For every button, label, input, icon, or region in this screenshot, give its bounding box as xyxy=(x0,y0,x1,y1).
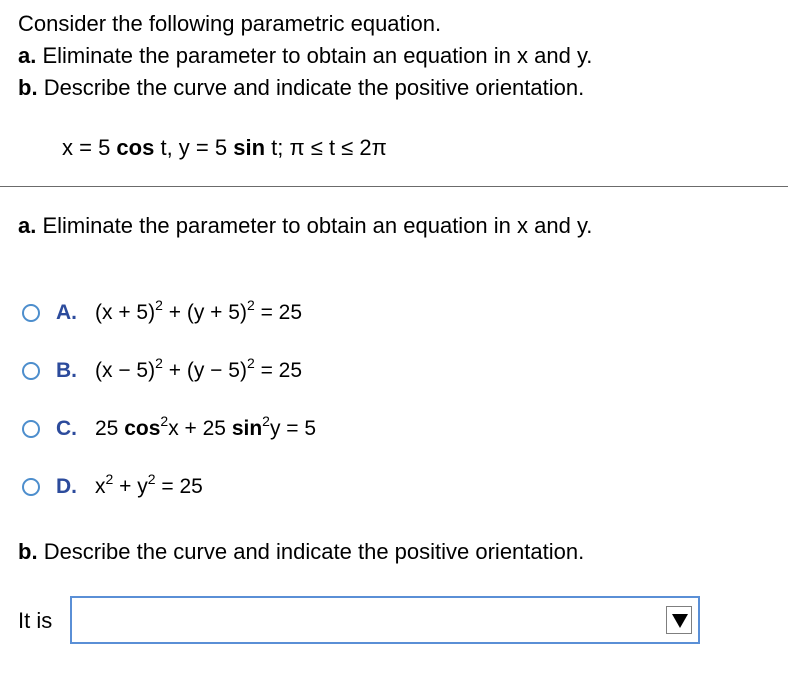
option-c-expression: 25 $\cos^2x + 25$ $\sin^2y = 5$ xyxy=(95,413,317,440)
option-d-letter: D. xyxy=(56,475,77,498)
option-b[interactable] xyxy=(22,356,302,386)
part-b-letter: b. xyxy=(18,75,38,100)
section-divider xyxy=(0,186,788,187)
equation-cos: cos xyxy=(116,135,155,160)
option-d-radio[interactable] xyxy=(22,478,40,496)
option-c-radio[interactable] xyxy=(22,420,40,438)
section-a-text: Eliminate the parameter to obtain an equation in x and y. xyxy=(42,213,593,238)
option-c[interactable] xyxy=(22,414,316,444)
option-a-expression: $(x + 5)^2 + (y + 5)^2 = 25$ xyxy=(95,297,303,324)
curve-description-dropdown[interactable] xyxy=(70,596,700,644)
question-intro: Consider the following parametric equation. xyxy=(18,11,442,36)
option-b-expression: $(x - 5)^2 + (y - 5)^2 = 25$ xyxy=(95,355,303,382)
part-a-text: Eliminate the parameter to obtain an equation in x and y. xyxy=(42,43,593,68)
section-a-heading xyxy=(18,212,592,240)
equation-mid: t, y = 5 xyxy=(154,135,234,160)
section-b-text: Describe the curve and indicate the positive orientation. xyxy=(43,539,585,564)
option-a-radio[interactable] xyxy=(22,304,40,322)
option-b-radio[interactable] xyxy=(22,362,40,380)
question-part-b xyxy=(18,74,584,102)
option-c-letter: C. xyxy=(56,417,77,440)
part-b-text: Describe the curve and indicate the positive orientation. xyxy=(43,75,585,100)
part-a-letter: a. xyxy=(18,43,37,68)
section-a-letter: a. xyxy=(18,213,37,238)
option-d-expression: $x^2 + y^2 = 25$ xyxy=(95,471,203,498)
question-part-a xyxy=(18,42,592,70)
dropdown-arrow-icon[interactable] xyxy=(666,606,692,634)
equation-range: t; π ≤ t ≤ 2π xyxy=(265,135,387,160)
section-b-letter: b. xyxy=(18,539,38,564)
option-b-letter: B. xyxy=(56,359,77,382)
equation-sin: sin xyxy=(233,135,266,160)
parametric-equation xyxy=(62,135,387,161)
answer-prompt: It is xyxy=(18,608,53,633)
equation-x-part: x = 5 xyxy=(62,135,117,160)
option-a[interactable] xyxy=(22,298,302,328)
option-d[interactable] xyxy=(22,472,203,502)
section-b-heading xyxy=(18,538,584,566)
option-a-letter: A. xyxy=(56,301,77,324)
